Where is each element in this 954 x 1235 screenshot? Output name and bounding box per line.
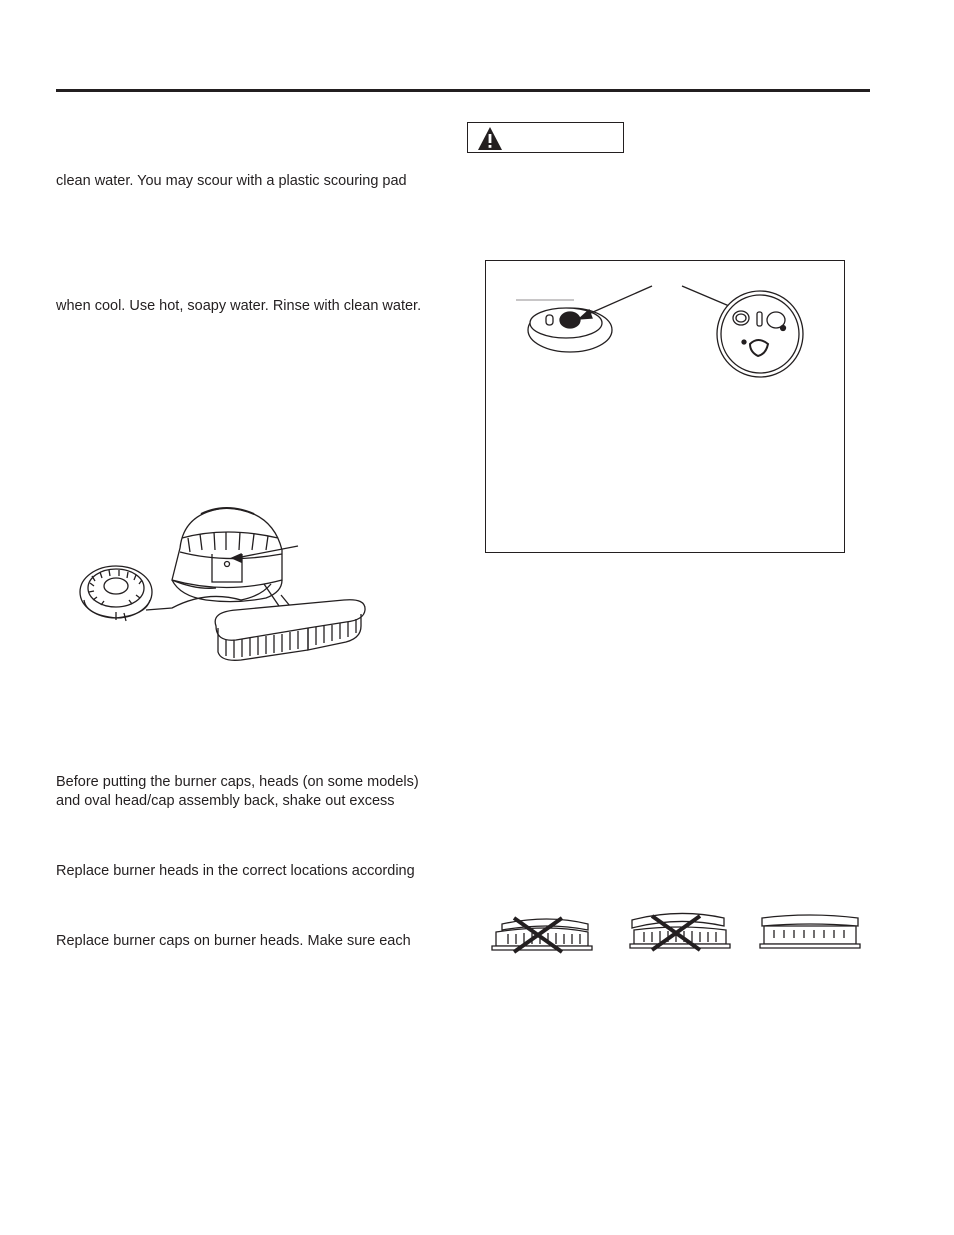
cap-placement-illustration: [488, 910, 862, 958]
paragraph-line: Before putting the burner caps, heads (on some models): [56, 774, 419, 790]
burner-assembly-illustration: [76, 500, 372, 670]
burner-base-top-view-illustration: [486, 262, 844, 552]
paragraph-line: clean water. You may scour with a plastic scouring pad: [56, 173, 407, 189]
paragraph-line: when cool. Use hot, soapy water. Rinse with clean water.: [56, 298, 422, 314]
warning-triangle-icon: [477, 126, 503, 151]
cap-misaligned-incorrect: [492, 918, 592, 952]
paragraph-line: Replace burner heads in the correct locations according: [56, 863, 415, 879]
paragraph-line: Replace burner caps on burner heads. Make sure each: [56, 933, 411, 949]
warning-header: [467, 122, 624, 153]
header-rule: [56, 89, 870, 92]
cap-misaligned-incorrect: [630, 913, 730, 950]
paragraph-line: and oval head/cap assembly back, shake out excess: [56, 793, 395, 809]
cap-seated-correct: [760, 915, 860, 948]
